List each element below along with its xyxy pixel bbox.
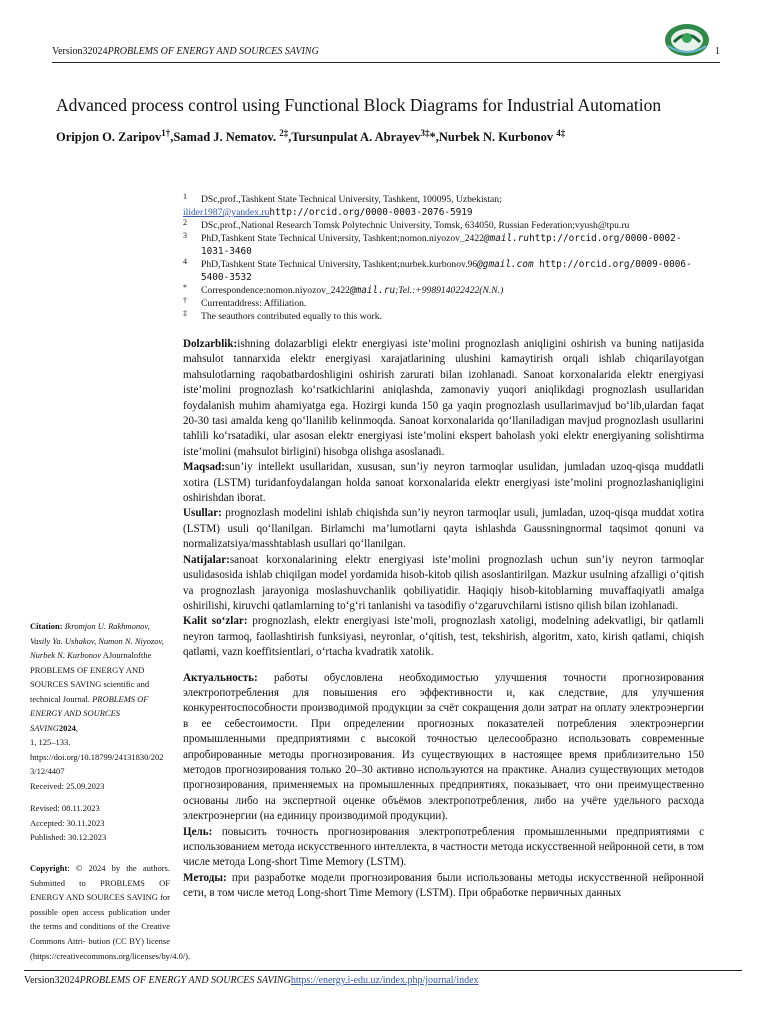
citation-year: 2024: [58, 722, 76, 733]
section-label: Dolzarblik:: [183, 338, 238, 350]
affiliation-marker: 1: [183, 192, 187, 201]
section-text: sanoat korxonalarining elektr energiyasi iste’molini prognozlash uchun sun’iy neyron tarmoqlar usulidasosida ishlab chiqilgan model yordamida hisob-kitob qilish asoslantirilgan. Mazkur usulning afzalligi o‘qitish va prognozlash jarayoniga moslashuvchanlik qobiliyatidir. Haqiqiy hisob-kitoblarning muvaffaqiyatli amalga oshirilishi, kiruvchi qatlamlarning to‘g‘ri tanlanishi va tasodifiy o‘zgaruvchilarni istisno qilish bilan izohlanadi.: [183, 553, 704, 612]
affiliation-marker: 4: [183, 257, 187, 266]
author-sep: ,: [288, 130, 292, 145]
section-label: Методы:: [183, 871, 227, 884]
header-rule: [52, 62, 720, 63]
spacer: [30, 793, 170, 801]
current-address: [183, 297, 708, 310]
abstract: [183, 337, 704, 902]
affiliation-4: [183, 258, 708, 284]
citation-journal: AJournalofthe PROBLEMS OF ENERGY AND SOURCES SAVING scientific and technical Journal.: [30, 650, 152, 704]
citation-block: Citation: Ikromjon U. Rakhmonov, Vasily Ya. Ushakov, Numon N. Niyozov, Nurbek N. Kurbonov AJournalofthe PROBLEMS OF ENERGY AND SOURCES SAVING scientific and technical Journal. PROBLEMS OF ENERGY AND SOURCES SAVING2024, 1, 125–133. https://doi.org/10.18799/24131830/2023/12/4407 Received: 25.09.2023 Revised: 08.11.2023 Accepted: 30.11.2023 Published: 30.12.2023: [30, 619, 170, 845]
copyright-text: : © 2024 by the authors. Submitted to PROBLEMS OF ENERGY AND SOURCES SAVING for possible open access publication under the terms and conditions of the Creative Commons Attri- bution (CC BY) license (https://creativecommons.org/licenses/by/4.0/).: [30, 863, 191, 961]
abstract-goal-ru: [183, 825, 704, 871]
email-domain: @mail.ru: [483, 233, 530, 244]
affiliation-marker: †: [183, 296, 187, 305]
abstract-relevance-uz: [183, 337, 704, 460]
section-text: ishning dolazarbligi elektr energiyasi iste’molini prognozlash aniqligini oshirish va buning natijasida mahsulot tannarxida elektr energiyasi xarajatlarining ulushini kamaytirish orqali ishlab chiqarilayotgan mahsulotlarning raqobatbardoshligini oshirish zarurati bilan izohlanadi. Sanoat korxonalarida elektr energiyasi iste’molini prognozlash ko‘rsatkichlarini aniqlashda, zamonaviy yuqori aniqlikdagi prognozlash usullaridan foydalanish muhim ahamiyatga ega. Hozirgi kunda 150 ga yaqin prognozlash usullarimavjud bo‘lib,ulardan faqat 20-30 tasi amalda keng qo‘llanilib kelinmoqda. Sanoat korxonalarida qo‘llaniladigan mavjud prognozlash usullarini tahlili ko‘rsatadiki, ular asosan elektr energiyasi iste’molini ekspert baholash yoki elektr energiyaning solishtirma iste’molini (mahsulot birligini) hisobga olishga asoslanadi.: [183, 338, 704, 458]
telephone: ;Tel.:+998914022422(N.N.): [395, 285, 504, 296]
affiliation-1: [183, 193, 708, 206]
section-label: Usullar:: [183, 507, 222, 520]
copyright-block: [30, 861, 191, 961]
section-label: Natijalar:: [183, 553, 230, 566]
author-name: Oripjon O. Zaripov: [56, 130, 162, 145]
citation-authors: Ikromjon U. Rakhmonov, Vasily Ya. Ushakov, Numon N. Niyozov, Nurbek N. Kurbonov: [30, 621, 164, 660]
author-marker: 1†: [161, 128, 171, 138]
abstract-goal-uz: [183, 460, 704, 506]
accepted-date: Accepted: 30.11.2023: [30, 817, 105, 828]
correspondence: [183, 284, 708, 297]
section-label: Актуальность:: [183, 671, 258, 684]
journal-logo-icon: [662, 20, 712, 58]
orcid-link[interactable]: http://orcid.org/0000-0002-1031-3460: [201, 233, 682, 257]
affiliation-marker: 3: [183, 231, 187, 240]
abstract-methods-uz: [183, 506, 704, 552]
citation-volume: 1, 125–133.: [30, 737, 71, 747]
footer-journal: PROBLEMS OF ENERGY AND SOURCES SAVING: [79, 975, 291, 986]
author-name: Samad J. Nematov.: [173, 130, 280, 145]
running-footer: [24, 975, 479, 986]
spacer: [183, 661, 704, 671]
abstract-results-uz: [183, 553, 704, 615]
section-label: Kalit so‘zlar:: [183, 615, 248, 628]
affiliation-text: The seauthors contributed equally to this work.: [201, 311, 382, 322]
header-version: Version32024: [52, 46, 108, 57]
section-label: Maqsad:: [183, 461, 225, 474]
footer-rule: [24, 970, 742, 971]
equal-contribution: [183, 310, 708, 323]
section-text: работы обусловлена необходимостью улучшения точности прогнозирования электропотребления для повышения его эффективности и, как следствие, для улучшения конкурентоспособности производимой продукции за счёт сокращения доли затрат на оплату электроэнергии в ее себестоимости. При определении прогнозных показателей потребления электроэнергии промышленными предприятиями с высокой точностью целесообразно использовать современные апробированные методы прогнозирования. Из существующих в настоящее время приблизительно 150 методов прогнозирования только 20–30 активно используются на практике. Анализ существующих методов прогнозирования, применяемых на промышленных предприятиях, показывает, что они преимущественно основаны либо на экспертной оценке объёмов электропотребления, либо на учёте удельного расхода электроэнергии (на единицу производимой продукции).: [183, 671, 704, 823]
abstract-relevance-ru: [183, 671, 704, 825]
author-marker: 3‡: [420, 128, 430, 138]
affiliations: [183, 193, 708, 323]
author-sep: ,: [170, 130, 174, 145]
affiliation-text: Currentaddress: Affiliation.: [201, 298, 307, 309]
author-marker: 4‡: [556, 128, 566, 138]
abstract-keywords-uz: [183, 614, 704, 660]
paper-title: Advanced process control using Functional Block Diagrams for Industrial Automation: [56, 95, 662, 115]
published-date: Published: 30.12.2023: [30, 832, 107, 842]
affiliation-2: [183, 219, 708, 232]
section-text: повысить точность прогнозирования электропотребления промышленными предприятиями с использованием метода искусственного интеллекта, в частности метода искусственной нейронной сети, в том числе метода Long-short Time Memory (LSTM).: [183, 825, 704, 869]
header-journal: PROBLEMS OF ENERGY AND SOURCES SAVING: [107, 46, 319, 57]
affiliation-text: PhD,Tashkent State Technical University, Tashkent;nurbek.kurbonov.96: [201, 259, 478, 270]
received-date: Received: 25.09.2023: [30, 780, 105, 791]
email-domain: @gmail.com: [477, 259, 534, 270]
section-text: при разработке модели прогнозирования были использованы методы искусственной нейронной сети, в том числе метод Long-short Time Memory (LSTM). При обработке первичных данных: [183, 871, 704, 900]
affiliation-text: DSc,prof.,Tashkent State Technical University, Tashkent, 100095, Uzbekistan;: [201, 194, 502, 205]
section-label: Цель:: [183, 825, 213, 838]
doi-link[interactable]: https://doi.org/10.18799/24131830/2023/12/4407: [30, 751, 164, 776]
journal-url-link[interactable]: https://energy.i-edu.uz/index.php/journal/index: [290, 975, 479, 986]
section-text: prognozlash modelini ishlab chiqishda sun’iy neyron tarmoqlar usuli, jumladan, uzoq-qisqa muddat xotira (LSTM) usuli qo‘llanilgan. Birlamchi ma’lumotlarni qayta ishlashda Gaussningnormal taqsimot qonuni va normalizatsiya/masshtablash usullari qo‘llanilgan.: [183, 507, 704, 551]
author-name: Nurbek N. Kurbonov: [438, 130, 557, 145]
affiliation-text: DSc,prof.,National Research Tomsk Polytechnic University, Tomsk, 634050, Russian Federation;vyush@tpu.ru: [201, 220, 630, 231]
affiliation-1-contacts: [183, 206, 708, 219]
copyright-label: Copyright: [30, 863, 68, 873]
orcid-link[interactable]: http://orcid.org/0009-0006-5400-3532: [201, 259, 692, 283]
abstract-methods-ru: [183, 871, 704, 902]
affiliation-marker: ‡: [183, 309, 187, 318]
affiliation-text: Correspondence:nomon.niyozov_2422: [201, 285, 350, 296]
section-text: prognozlash, elektr energiyasi iste’moli, prognozlash xatoligi, modelning adekvatligi, bir qatlamli neyron tarmoq, faollashtirish funksiyasi, neyronlar, o‘qitish, test, tekshirish, algoritm, xato, kirish qatlami, chiqish qatlami, vazn koeffitsientlari, o‘rtacha kvadratik xatolik.: [183, 615, 704, 659]
page-number: 1: [715, 46, 720, 57]
author-name: Tursunpulat A. Abrayev: [291, 130, 421, 145]
orcid-link[interactable]: http://orcid.org/0000-0003-2076-5919: [269, 207, 473, 218]
author-sep: *,: [429, 130, 439, 145]
citation-label: Citation:: [30, 621, 63, 631]
affiliation-text: PhD,Tashkent State Technical University, Tashkent;nomon.niyozov_2422: [201, 233, 484, 244]
section-text: sun’iy intellekt usullaridan, xususan, sun’iy neyron tarmoqlar usulidan, jumladan uzoq-qisqa muddatli xotira (LSTM) turidanfoydalangan holda sanoat korxonalarida elektr energiyasi iste’molini prognozlashaniqligini oshirishdan iborat.: [183, 461, 704, 505]
affiliation-3: [183, 232, 708, 258]
email-domain: @mail.ru: [349, 285, 396, 296]
citation-journal-italic: PROBLEMS OF ENERGY AND SOURCES SAVING: [30, 693, 149, 733]
footer-version: Version32024: [24, 975, 80, 986]
revised-date: Revised: 08.11.2023: [30, 803, 100, 813]
affiliation-marker: 2: [183, 218, 187, 227]
email-link[interactable]: ilider1987@yandex.ru: [183, 207, 270, 218]
author-marker: 2‡: [279, 128, 289, 138]
author-list: [56, 128, 746, 145]
affiliation-marker: *: [183, 283, 187, 292]
running-header: [52, 46, 720, 57]
